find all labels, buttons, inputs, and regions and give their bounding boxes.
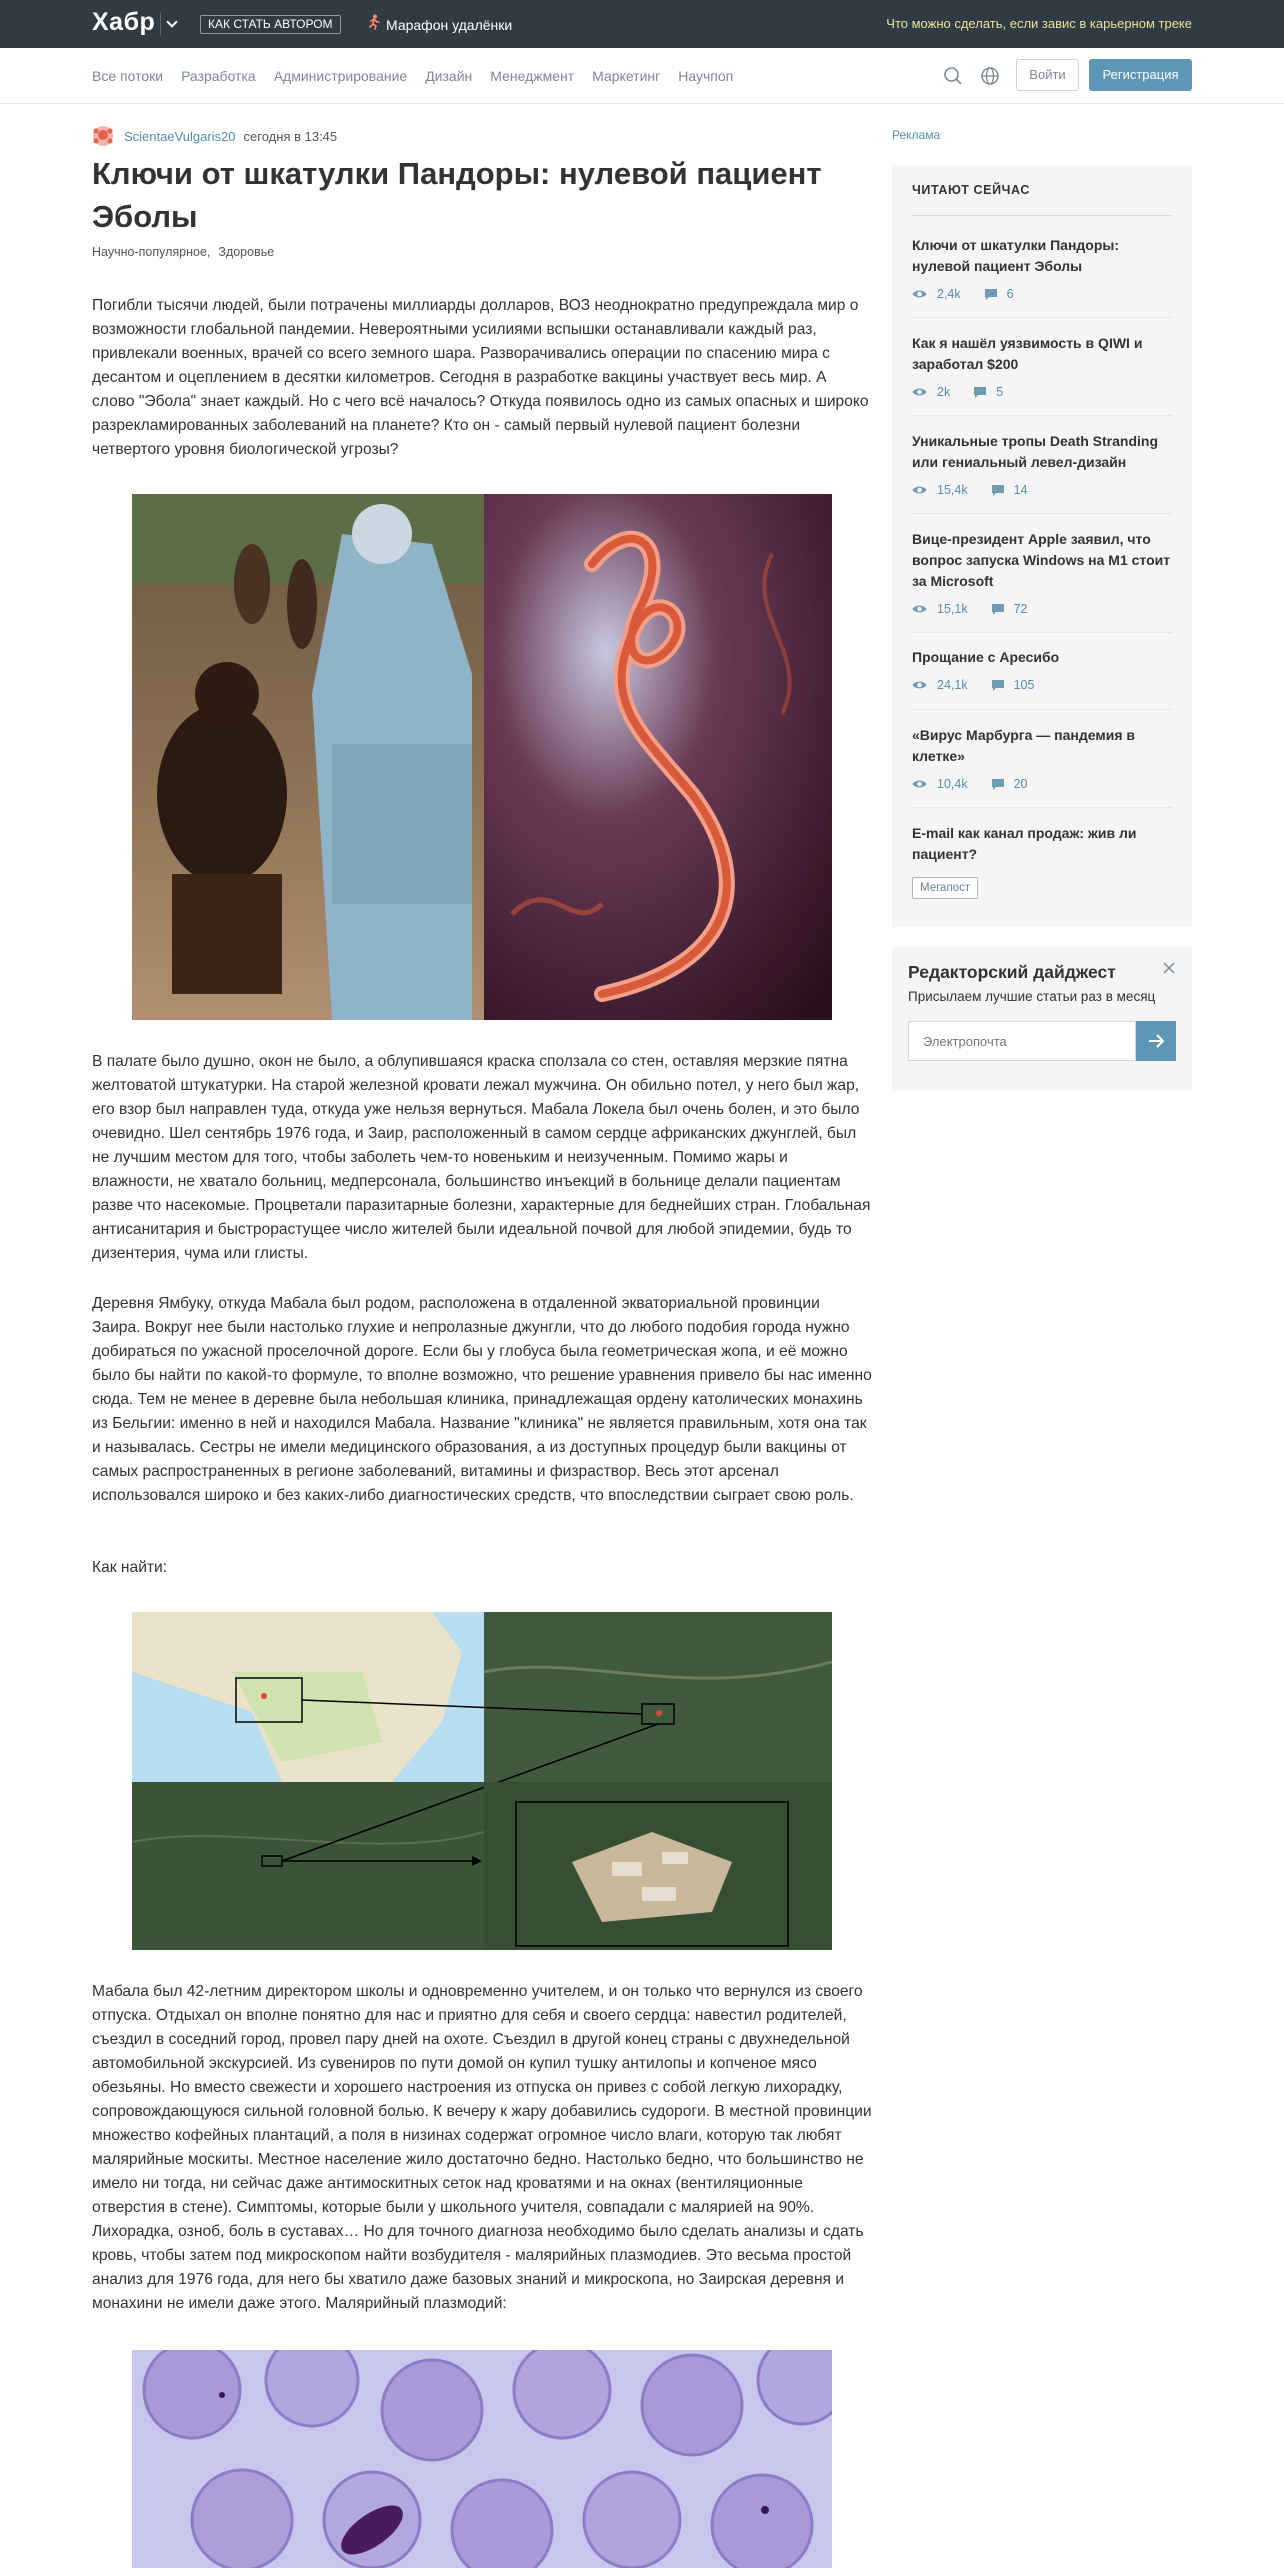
become-author-button[interactable]: КАК СТАТЬ АВТОРОМ (200, 15, 341, 34)
paragraph-yambuku: Деревня Ямбуку, откуда Мабала был родом, расположена в отдаленной экваториальной провинции Заира. Вокруг нее были настолько глухие и непролазные джунгли, что до любого подобия города нужно добираться по ужасной проселочной дороге. Если бы у глобуса была геометрическая жопа, и её можно было бы найти по какой-то формуле, то вполне возможно, что решение уравнения привело бы нас именно сюда. Тем не менее в деревне была небольшая клиника, принадлежащая ордену католических монахинь из Бельгии: именно в ней и находился Мабала. Название "клиника" не является правильным, хотя она так и называлась. Сестры не имели медицинского образования, а из доступных процедур были вакцины от самых распространенных в регионе заболеваний, витамины и физраствор. Весь этот арсенал использовался широко и без каких-либо диагностических средств, что впоследствии сыграет свою роль. (92, 1295, 872, 1504)
reading-post-title[interactable]: E-mail как канал продаж: жив ли пациент? (912, 825, 1137, 862)
article-meta (92, 126, 337, 146)
editorial-digest-widget (892, 947, 1192, 1091)
reading-post-title[interactable]: «Вирус Марбурга — пандемия в клетке» (912, 727, 1135, 764)
career-promo-link[interactable]: Что можно сделать, если завис в карьерном треке (886, 16, 1192, 31)
comments-icon (985, 289, 997, 300)
reading-now-title: ЧИТАЮТ СЕЙЧАС (912, 183, 1031, 197)
reading-post[interactable] (912, 725, 1172, 791)
comments-count[interactable]: 6 (1006, 287, 1014, 301)
marathon-link[interactable] (366, 14, 512, 34)
avatar[interactable] (92, 125, 114, 147)
comments-icon (992, 604, 1004, 615)
eye-icon (912, 485, 927, 495)
plasmodium-micrograph (132, 2350, 832, 2568)
chevron-down-icon[interactable] (160, 12, 182, 36)
email-field[interactable] (908, 1021, 1136, 1061)
globe-icon[interactable] (980, 66, 1000, 86)
comments-count[interactable]: 5 (996, 385, 1004, 399)
ebola-photo-collage (132, 494, 832, 1020)
paragraph-intro: Погибли тысячи людей, были потрачены миллиарды долларов, ВОЗ неоднократно предупреждала мир о возможности глобальной пандемии. Невероятными усилиями вспышки останавливали каждый раз, привлекали военных, врачей со всего земного шара. Разворачивались операции по спасению мира с десантом и оцеплением в десятки километров. Сегодня в разработке вакцины участвует весь мир. А слово "Эбола" знает каждый. Но с чего всё началось? Откуда появилось одно из самых опасных и широко разрекламированных заболеваний на планете? Кто он - самый первый нулевой пациент болезни четвертого уровня биологической угрозы? (92, 297, 869, 458)
reading-post[interactable] (912, 333, 1172, 399)
megapost-badge[interactable]: Мегапост (912, 877, 978, 899)
views-count: 2,4k (937, 287, 961, 301)
register-button[interactable]: Регистрация (1089, 59, 1192, 91)
digest-subtitle: Присылаем лучшие статьи раз в месяц (908, 989, 1156, 1004)
nav-all-flows[interactable]: Все потоки (92, 68, 164, 84)
reading-post-title[interactable]: Уникальные тропы Death Stranding или гениальный левел-дизайн (912, 433, 1158, 470)
eye-icon (912, 680, 927, 690)
nav-design[interactable]: Дизайн (425, 68, 473, 84)
nav-admin[interactable]: Администрирование (273, 68, 408, 84)
reading-post[interactable] (912, 823, 1172, 899)
comments-icon (974, 387, 986, 398)
paragraph-ward: В палате было душно, окон не было, а облупившаяся краска сползала со стен, оставляя мерзкие пятна желтоватой штукатурки. На старой железной кровати лежал мужчина. Он обильно потел, у него был жар, его взор был направлен туда, откуда уже нельзя вернуться. Мабала Локела был очень болен, и это было очевидно. Шел сентябрь 1976 года, и Заир, расположенный в самом сердце африканских джунглей, был не лучшим местом для того, чтобы заболеть чем-то новеньким и неизученным. Помимо жары и влажности, не хватало больниц, медперсонала, большинство инъекций в больнице делали пациентам разве что насекомые. Процветали паразитарные болезни, характерные для беднейших стран. Глобальная антисанитария и быстрорастущее число жителей были идеальной почвой для любой эпидемии, будь то дизентерия, чума или глисты. (92, 1053, 871, 1262)
nav-marketing[interactable]: Маркетинг (592, 68, 661, 84)
reading-post[interactable] (912, 431, 1172, 497)
reading-post-title[interactable]: Вице-президент Apple заявил, что вопрос запуска Windows на M1 стоит за Microsoft (912, 531, 1171, 589)
reading-now-widget (892, 165, 1192, 927)
paragraph-mabala: Мабала был 42-летним директором школы и одновременно учителем, и он только что вернулся из своего отпуска. Отдыхал он вполне понятно для нас и приятно для себя и своего сердца: навестил родителей, съездил в соседний город, провел пару дней на охоте. Съездил в другой конец страны с двухнедельной автомобильной экскурсией. Из сувениров по пути домой он купил тушку антилопы и копченое мясо обезьяны. Но вместо свежести и хорошего настроения из отпуска он привез с собой легкую лихорадку, сопровождающуюся сильной головной болью. К вечеру к жару добавились судороги. В местной провинции множество кофейных плантаций, а поля в низинах содержат огромное число влаги, которую так любят малярийные москиты. Местное население жило достаточно бедно. Настолько бедно, что большинство не имело ни тогда, ни сейчас даже антимоскитных сеток над кроватями и на окнах (вентиляционные отверстия в стене). Симптомы, которые были у школьного учителя, совпадали с малярией на 90%. Лихорадка, озноб, боль в суставах… Но для точного диагноза необходимо было сделать анализы и сдать кровь, чтобы затем под микроскопом найти возбудителя - малярийных плазмодиев. Это весьма простой анализ для 1976 года, для него бы хватило даже базовых знаний и микроскопа, но Заирская деревня и монахини не имели даже этого. Малярийный плазмодий: (92, 1983, 872, 2312)
comments-count[interactable]: 20 (1013, 777, 1028, 791)
reading-post[interactable] (912, 647, 1172, 692)
hubs-list (92, 245, 282, 259)
marathon-label: Марафон удалёнки (386, 17, 513, 33)
comments-icon (992, 680, 1004, 691)
login-button[interactable]: Войти (1016, 59, 1079, 91)
nav-development[interactable]: Разработка (181, 68, 256, 84)
comments-icon (992, 779, 1004, 790)
eye-icon (912, 387, 927, 397)
eye-icon (912, 604, 927, 614)
article-title: Ключи от шкатулки Пандоры: нулевой пациент Эболы (92, 156, 822, 234)
views-count: 15,1k (937, 602, 968, 616)
author-link[interactable]: ScientaeVulgaris20 (124, 128, 236, 144)
reading-post-title[interactable]: Ключи от шкатулки Пандоры: нулевой пациент Эболы (912, 237, 1120, 274)
runner-icon (366, 14, 382, 34)
habr-logo[interactable]: Хабр (92, 8, 156, 36)
publish-time: сегодня в 13:45 (243, 128, 338, 144)
close-icon[interactable] (1162, 961, 1176, 975)
reading-post[interactable] (912, 235, 1172, 301)
reading-post-title[interactable]: Прощание с Аресибо (912, 649, 1060, 665)
yambuku-maps-figure (132, 1612, 832, 1950)
views-count: 2k (937, 385, 951, 399)
comments-count[interactable]: 14 (1013, 483, 1028, 497)
reading-post[interactable] (912, 529, 1172, 616)
digest-title: Редакторский дайджест (908, 962, 1116, 982)
arrow-right-icon (1136, 1021, 1176, 1061)
nav-management[interactable]: Менеджмент (490, 68, 575, 84)
subscribe-button[interactable] (1136, 1021, 1176, 1061)
views-count: 24,1k (937, 678, 968, 692)
search-icon[interactable] (943, 66, 963, 86)
views-count: 10,4k (937, 777, 968, 791)
reading-post-title[interactable]: Как я нашёл уязвимость в QIWI и заработал $200 (912, 335, 1143, 372)
hub-health[interactable]: Здоровье (218, 245, 275, 259)
eye-icon (912, 779, 927, 789)
views-count: 15,4k (937, 483, 968, 497)
eye-icon (912, 289, 927, 299)
paragraph-how-to-find: Как найти: (92, 1559, 168, 1576)
main-nav (0, 48, 1284, 104)
top-bar (0, 0, 1284, 48)
hub-popsci[interactable]: Научно-популярное, (92, 245, 211, 259)
comments-count[interactable]: 105 (1013, 678, 1035, 692)
nav-popsci[interactable]: Научпоп (678, 68, 734, 84)
ad-label[interactable]: Реклама (892, 128, 941, 142)
comments-count[interactable]: 72 (1013, 602, 1028, 616)
comments-icon (992, 485, 1004, 496)
